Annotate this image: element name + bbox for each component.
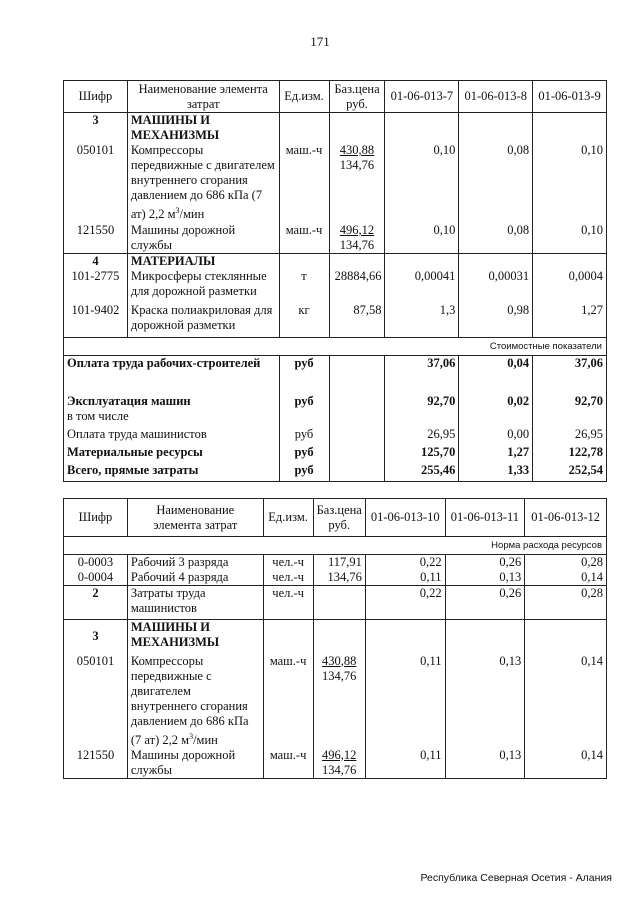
- price-top: 430,88: [322, 653, 357, 668]
- cost-value: 92,70: [385, 389, 459, 409]
- row-name: Рабочий 4 разряда: [127, 570, 263, 586]
- cost-unit: руб: [279, 463, 329, 481]
- row-value: 0,11: [365, 654, 445, 748]
- cost-value: 37,06: [385, 355, 459, 389]
- section-title: МАШИНЫ И МЕХАНИЗМЫ: [127, 620, 263, 654]
- row-value: 0,14: [525, 654, 607, 748]
- cost-unit: руб: [279, 355, 329, 389]
- row-price: 117,91: [313, 555, 365, 571]
- row-code: 121550: [64, 223, 128, 254]
- section-row: [64, 620, 607, 654]
- row-value: 0,98: [459, 303, 533, 337]
- row-value: 0,14: [525, 748, 607, 779]
- table-row: [64, 223, 607, 254]
- price-top: 496,12: [339, 223, 375, 237]
- header-name: Наименование элемента затрат: [127, 81, 279, 113]
- cost-name: Оплата труда машинистов: [64, 427, 280, 445]
- row-name: Машины дорожной службы: [127, 223, 279, 254]
- cost-value: 252,54: [533, 463, 607, 481]
- resource-table-1: [63, 80, 607, 482]
- cost-unit: руб: [279, 427, 329, 445]
- row-unit: маш.-ч: [263, 748, 313, 779]
- cost-unit: руб: [279, 389, 329, 409]
- header-price: Баз.цена руб.: [329, 81, 385, 113]
- cost-value: 1,27: [459, 445, 533, 463]
- row-price: 87,58: [329, 303, 385, 337]
- header-col-2: 01-06-013-11: [445, 499, 525, 537]
- header-col-1: 01-06-013-7: [385, 81, 459, 113]
- cost-value: 26,95: [533, 427, 607, 445]
- table-row: [64, 269, 607, 303]
- header-col-1: 01-06-013-10: [365, 499, 445, 537]
- row-name: Компрессоры передвижные с двигателем внутреннего сгорания давлением до 686 кПа (7 ат) 2,2 $м^3$/мин: [127, 143, 279, 223]
- price-top: 496,12: [322, 747, 357, 762]
- cost-value: 0,02: [459, 389, 533, 409]
- row-value: 0,08: [459, 143, 533, 223]
- row-price: 28884,66: [329, 269, 385, 303]
- row-code: 0-0004: [64, 570, 128, 586]
- row-value: 0,22: [365, 586, 445, 620]
- row-value: 0,11: [365, 570, 445, 586]
- row-name: Микросферы стеклянные для дорожной разметки: [127, 269, 279, 303]
- table-row: [64, 555, 607, 571]
- cost-name: в том числе: [64, 409, 280, 427]
- norm-caption: Норма расхода ресурсов: [64, 537, 607, 555]
- row-unit: маш.-ч: [263, 654, 313, 748]
- table-row: [64, 303, 607, 337]
- row-price: [329, 143, 385, 223]
- row-value: 0,28: [525, 586, 607, 620]
- cost-value: 1,33: [459, 463, 533, 481]
- row-value: 0,11: [365, 748, 445, 779]
- caption-row: [64, 337, 607, 355]
- row-value: 0,26: [445, 555, 525, 571]
- row-value: 1,3: [385, 303, 459, 337]
- table-row: [64, 654, 607, 748]
- row-value: 0,00031: [459, 269, 533, 303]
- row-unit: маш.-ч: [279, 223, 329, 254]
- row-value: 0,10: [385, 143, 459, 223]
- row-name: Затраты труда машинистов: [127, 586, 263, 620]
- header-col-2: 01-06-013-8: [459, 81, 533, 113]
- row-value: 0,14: [525, 570, 607, 586]
- header-unit: Ед.изм.: [279, 81, 329, 113]
- section-title: МАТЕРИАЛЫ: [127, 254, 279, 270]
- row-value: 0,00041: [385, 269, 459, 303]
- table-row: [64, 143, 607, 223]
- table-row: [64, 570, 607, 586]
- row-value: 0,26: [445, 586, 525, 620]
- cost-row: [64, 445, 607, 463]
- row-name: Краска полиакриловая для дорожной разметки: [127, 303, 279, 337]
- row-price: 134,76: [313, 570, 365, 586]
- header-price: Баз.цена руб.: [313, 499, 365, 537]
- row-value: 0,10: [385, 223, 459, 254]
- caption-row: [64, 537, 607, 555]
- cost-value: 37,06: [533, 355, 607, 389]
- cost-unit: руб: [279, 445, 329, 463]
- header-col-3: 01-06-013-9: [533, 81, 607, 113]
- header-code: Шифр: [64, 81, 128, 113]
- row-name: Рабочий 3 разряда: [127, 555, 263, 571]
- price-top: 430,88: [339, 143, 375, 157]
- row-code: 101-9402: [64, 303, 128, 337]
- header-col-3: 01-06-013-12: [525, 499, 607, 537]
- resource-table-2: [63, 498, 607, 779]
- header-name: Наименование элемента затрат: [127, 499, 263, 537]
- row-price: [313, 654, 365, 748]
- price-bottom: 134,76: [339, 158, 375, 172]
- cost-value: 122,78: [533, 445, 607, 463]
- row-unit: кг: [279, 303, 329, 337]
- row-unit: чел.-ч: [263, 586, 313, 620]
- price-bottom: 134,76: [322, 762, 357, 777]
- cost-caption: Стоимостные показатели: [64, 337, 607, 355]
- row-unit: маш.-ч: [279, 143, 329, 223]
- row-code: 050101: [64, 654, 128, 748]
- cost-value: 255,46: [385, 463, 459, 481]
- row-value: 0,13: [445, 570, 525, 586]
- cost-name: Эксплуатация машин: [64, 389, 280, 409]
- row-value: 1,27: [533, 303, 607, 337]
- row-code: 050101: [64, 143, 128, 223]
- section-code: 3: [64, 113, 128, 144]
- header-code: Шифр: [64, 499, 128, 537]
- cost-value: 125,70: [385, 445, 459, 463]
- row-code: 2: [64, 586, 128, 620]
- row-value: 0,08: [459, 223, 533, 254]
- price-bottom: 134,76: [322, 668, 357, 683]
- row-value: 0,28: [525, 555, 607, 571]
- row-code: 101-2775: [64, 269, 128, 303]
- row-name: Машины дорожной службы: [127, 748, 263, 779]
- row-value: 0,22: [365, 555, 445, 571]
- header-unit: Ед.изм.: [263, 499, 313, 537]
- price-bottom: 134,76: [339, 238, 375, 252]
- cost-name: Оплата труда рабочих-строителей: [64, 355, 280, 389]
- cost-value: 0,00: [459, 427, 533, 445]
- section-title: МАШИНЫ И МЕХАНИЗМЫ: [127, 113, 279, 144]
- row-price: [329, 223, 385, 254]
- cost-row: [64, 463, 607, 481]
- table-row: [64, 586, 607, 620]
- row-unit: т: [279, 269, 329, 303]
- row-value: 0,13: [445, 748, 525, 779]
- cost-name: Материальные ресурсы: [64, 445, 280, 463]
- cost-row: [64, 389, 607, 409]
- row-unit: чел.-ч: [263, 570, 313, 586]
- cost-row: [64, 427, 607, 445]
- row-unit: чел.-ч: [263, 555, 313, 571]
- cost-value: 0,04: [459, 355, 533, 389]
- row-code: 0-0003: [64, 555, 128, 571]
- row-value: 0,0004: [533, 269, 607, 303]
- cost-row: [64, 355, 607, 389]
- row-name: Компрессоры передвижные с двигателем внутреннего сгорания давлением до 686 кПа (7 ат) 2,2 $м^3$/мин: [127, 654, 263, 748]
- cost-name: Всего, прямые затраты: [64, 463, 280, 481]
- section-row: [64, 254, 607, 270]
- cost-value: 92,70: [533, 389, 607, 409]
- cost-value: 26,95: [385, 427, 459, 445]
- table-row: [64, 748, 607, 779]
- row-code: 121550: [64, 748, 128, 779]
- row-value: 0,10: [533, 143, 607, 223]
- section-row: [64, 113, 607, 144]
- section-code: 4: [64, 254, 128, 270]
- row-price: [313, 748, 365, 779]
- row-value: 0,13: [445, 654, 525, 748]
- section-code: 3: [64, 620, 128, 654]
- footer-region: Республика Северная Осетия - Алания: [420, 872, 612, 884]
- page-number: 171: [310, 34, 330, 49]
- row-value: 0,10: [533, 223, 607, 254]
- cost-row: [64, 409, 607, 427]
